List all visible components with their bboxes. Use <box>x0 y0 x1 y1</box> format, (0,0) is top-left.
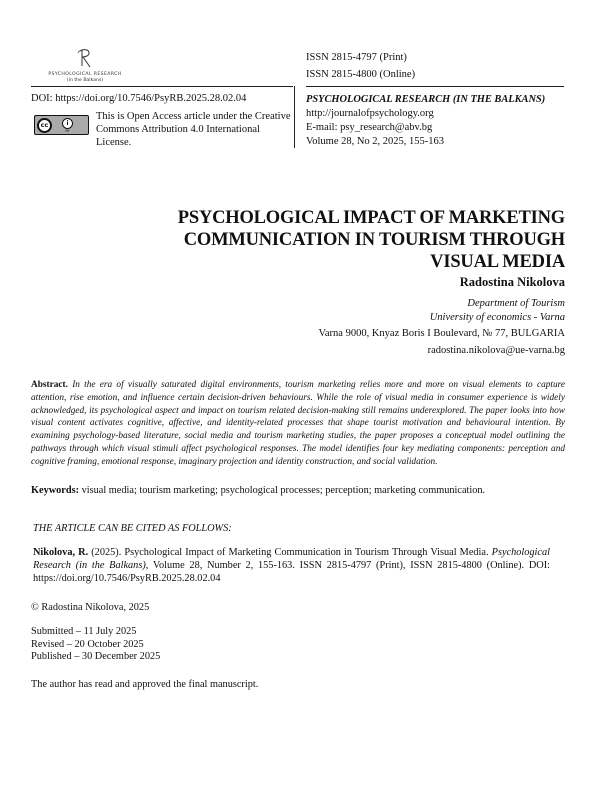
journal-logo-r-icon <box>73 46 97 70</box>
citation-text <box>33 546 550 585</box>
logo-text-line1: PSYCHOLOGICAL RESEARCH <box>48 72 122 77</box>
attribution-person-icon: i <box>62 118 73 129</box>
abstract <box>31 379 565 469</box>
header-divider-right <box>306 86 564 87</box>
logo-text-line2: (in the Balkans) <box>66 78 104 83</box>
journal-volume: Volume 28, No 2, 2025, 155-163 <box>306 136 445 147</box>
author-address: Varna 9000, Knyaz Boris I Boulevard, № 77, BULGARIA <box>318 328 565 339</box>
citation-part2: , Volume 28, Number 2, 155-163. ISSN 2815-4797 (Print), ISSN 2815-4800 (Online). DOI: https://doi.org/10.7546/PsyRB.2025.28.02.04 <box>33 560 550 584</box>
cc-by-license-badge[interactable] <box>34 115 89 135</box>
article-title: PSYCHOLOGICAL IMPACT OF MARKETING COMMUNICATION IN TOURISM THROUGH VISUAL MEDIA <box>177 208 565 272</box>
citation-journal: Psychological Research (in the Balkans) <box>33 547 550 571</box>
journal-url[interactable]: http://journalofpsychology.org <box>306 108 434 119</box>
submitted-date: Submitted – 11 July 2025 <box>31 626 137 637</box>
issn-print: ISSN 2815-4797 (Print) <box>306 52 407 63</box>
author-name: Radostina Nikolova <box>459 275 565 289</box>
keywords-text: visual media; tourism marketing; psychological processes; perception; marketing communication. <box>81 485 486 496</box>
abstract-text: In the era of visually saturated digital environments, tourism marketing relies more and more on visual elements to capture attention, rise emotion, and influence certain decision-driven behaviours. While the role of visual media in consumer experience is widely acknowledged, its psychological aspect and impact on tourism related decision-making still remains underexplored. The paper looks into how visual content activates cognitive, affective, and identity-related processes that shape tourist motivation and behavioural intention. By examining psychology-based literature, social media and tourism marketing studies, the paper proposes a conceptual model outlining the pathways through which visual stimuli affect psychological responses. The model identifies four key mediating components: perception and cognitive framing, emotional response, imaginary projection and identity construction, and social validation. <box>31 380 566 467</box>
abstract-label: Abstract. <box>31 380 68 390</box>
approval-statement: The author has read and approved the final manuscript. <box>31 679 259 690</box>
journal-name: PSYCHOLOGICAL RESEARCH (IN THE BALKANS) <box>306 94 546 105</box>
author-email[interactable]: radostina.nikolova@ue-varna.bg <box>427 345 565 356</box>
citation-heading: THE ARTICLE CAN BE CITED AS FOLLOWS: <box>33 523 232 534</box>
revised-date: Revised – 20 October 2025 <box>31 638 144 650</box>
publication-dates <box>31 626 160 664</box>
author-university: University of economics - Varna <box>429 312 565 323</box>
author-department: Department of Tourism <box>467 298 565 309</box>
citation-part1: (2025). Psychological Impact of Marketing Communication in Tourism Through Visual Media. <box>88 547 492 558</box>
attribution-icon-group <box>62 118 73 133</box>
attribution-label: BY <box>65 128 70 133</box>
header-divider-left <box>31 86 293 87</box>
creative-commons-icon: cc <box>37 118 52 133</box>
keywords-label: Keywords: <box>31 485 80 496</box>
published-date: Published – 30 December 2025 <box>31 651 161 662</box>
article-doi[interactable]: DOI: https://doi.org/10.7546/PsyRB.2025.28.02.04 <box>31 93 247 104</box>
copyright-notice: © Radostina Nikolova, 2025 <box>31 602 150 613</box>
journal-logo <box>30 46 140 86</box>
journal-email[interactable]: E-mail: psy_research@abv.bg <box>306 122 433 133</box>
keywords <box>31 484 565 497</box>
issn-online: ISSN 2815-4800 (Online) <box>306 69 416 80</box>
citation-author: Nikolova, R. <box>33 547 89 558</box>
license-statement: This is Open Access article under the Creative Commons Attribution 4.0 International License. <box>96 111 291 148</box>
